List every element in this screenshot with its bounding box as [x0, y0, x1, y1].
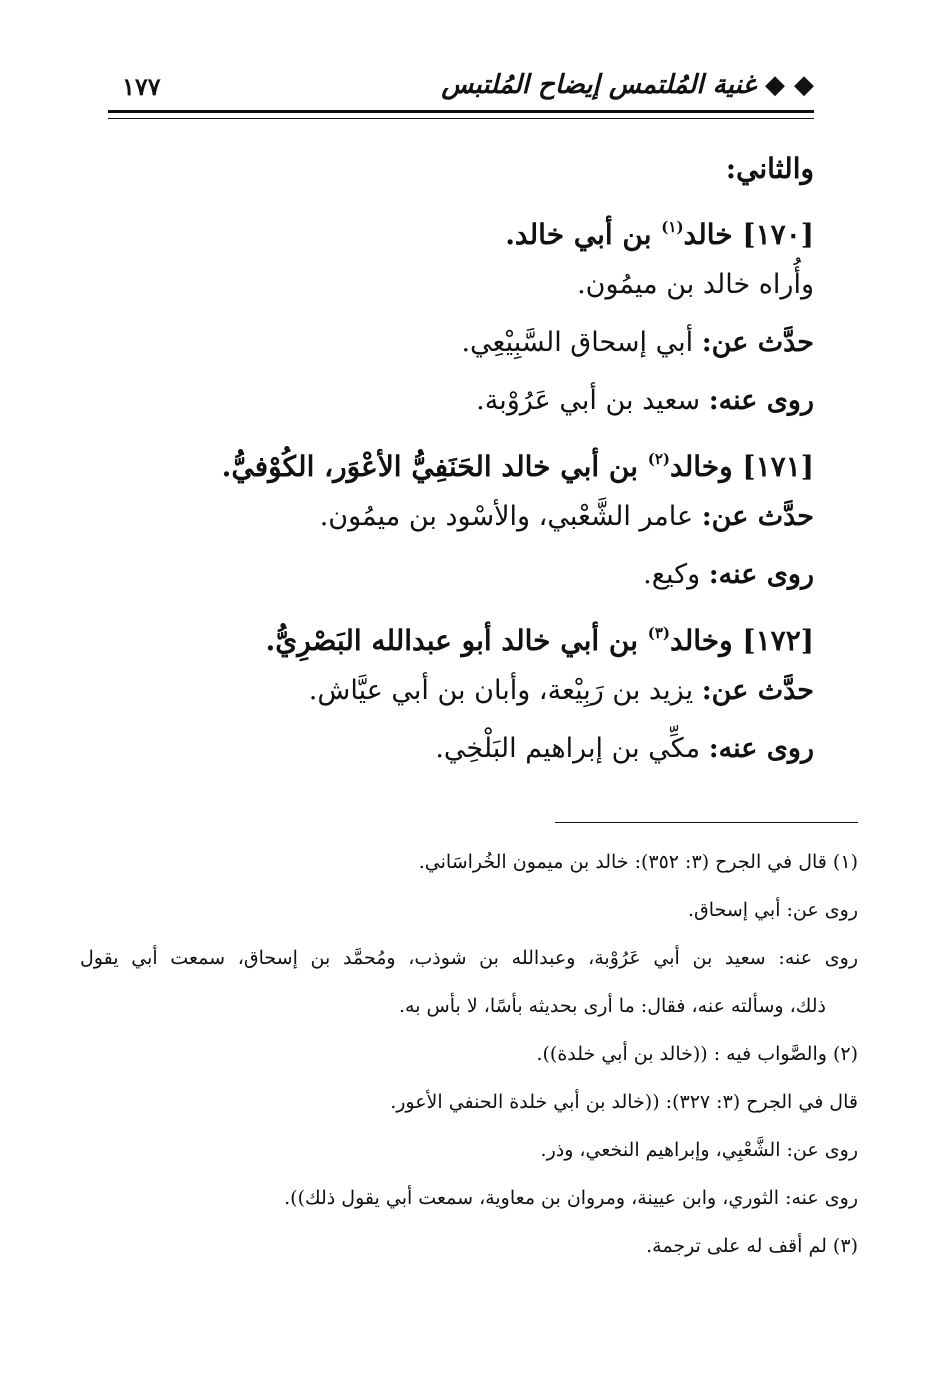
main-text	[114, 140, 814, 778]
footnote-1-line-4: ذلك، وسألته عنه، فقال: ما أرى بحديثه بأسًا، لا بأس به.	[398, 995, 826, 1017]
footnote-2-line-3: روى عن: الشَّعْبِي، وإبراهيم النخعي، وذر.	[540, 1139, 858, 1161]
footnote-1-line-3: روى عنه: سعيد بن أبي عَرُوْبة، وعبدالله بن شوذب، ومُحمَّد بن إسحاق، سمعت أبي يقول	[80, 947, 858, 969]
entry-170-note	[114, 256, 814, 314]
header-title: ◆ ◆ غنية المُلتمس إيضاح المُلتبس	[441, 70, 814, 100]
entry-172-name: بن أبي خالد أبو عبدالله البَصْرِيُّ.	[265, 624, 648, 657]
footnote-2-line-2: قال في الجرح (٣: ٣٢٧): ((خالد بن أبي خلدة الحنفي الأعور.	[390, 1091, 858, 1113]
entry-171-name: بن أبي خالد الحَنَفِيُّ الأعْوَر، الكُوْفيُّ.	[221, 450, 648, 483]
footnote-2-line-1: (٢) والصَّواب فيه : ((خالد بن أبي خلدة)).	[536, 1043, 858, 1065]
entry-172-narrated-by	[114, 720, 814, 778]
entry-171-prefix: [١٧١] وخالد	[670, 450, 814, 483]
entry-170-heading	[114, 198, 814, 256]
narrated-by-text: وكيع.	[643, 559, 709, 590]
entry-171-narrated-from	[114, 488, 814, 546]
narrated-from-text: أبي إسحاق السَّبِيْعِي.	[461, 327, 702, 358]
footnote-ref-1: (١)	[661, 218, 684, 236]
narrated-from-text: عامر الشَّعْبي، والأسْود بن ميمُون.	[319, 501, 702, 532]
narrated-by-text: مكِّي بن إبراهيم البَلْخِي.	[435, 733, 709, 764]
footnote-2-line-4: روى عنه: الثوري، وابن عيينة، ومروان بن معاوية، سمعت أبي يقول ذلك)).	[284, 1187, 858, 1209]
footnote-1-line-1: (١) قال في الجرح (٣: ٣٥٢): خالد بن ميمون الخُراسَاني.	[418, 851, 858, 873]
narrated-by-text: سعيد بن أبي عَرُوْبة.	[476, 385, 709, 416]
narrated-from-text: يزيد بن رَبِيْعة، وأبان بن أبي عيَّاش.	[308, 675, 702, 706]
running-header	[108, 70, 814, 110]
entry-170-narrated-from	[114, 314, 814, 372]
entry-170-prefix: [١٧٠] خالد	[683, 218, 814, 251]
entry-170-note-text: وأُراه خالد بن ميمُون.	[577, 269, 814, 300]
entry-172-heading	[114, 604, 814, 662]
entry-170-name: بن أبي خالد.	[505, 218, 662, 251]
narrated-from-label: حدَّث عن:	[701, 501, 814, 532]
footnote-separator	[555, 822, 858, 823]
narrated-by-label: روى عنه:	[708, 559, 814, 590]
footnote-3-line-1: (٣) لم أقف له على ترجمة.	[646, 1235, 858, 1257]
footnote-ref-2: (٢)	[647, 450, 671, 468]
entry-172-narrated-from	[114, 662, 814, 720]
narrated-by-label: روى عنه:	[708, 733, 814, 764]
header-rule-thick	[108, 110, 814, 113]
section-heading	[114, 140, 814, 198]
footnotes	[80, 838, 858, 1270]
header-rule-thin	[108, 118, 814, 119]
footnote-1-line-2: روى عن: أبي إسحاق.	[688, 899, 858, 921]
footnote-ref-3: (٣)	[647, 624, 671, 642]
section-heading-text: والثاني:	[725, 152, 814, 185]
entry-171-narrated-by	[114, 546, 814, 604]
narrated-from-label: حدَّث عن:	[701, 327, 814, 358]
entry-171-heading	[114, 430, 814, 488]
narrated-from-label: حدَّث عن:	[701, 675, 814, 706]
entry-170-narrated-by	[114, 372, 814, 430]
narrated-by-label: روى عنه:	[708, 385, 814, 416]
page-number: ١٧٧	[122, 72, 161, 101]
entry-172-prefix: [١٧٢] وخالد	[670, 624, 814, 657]
